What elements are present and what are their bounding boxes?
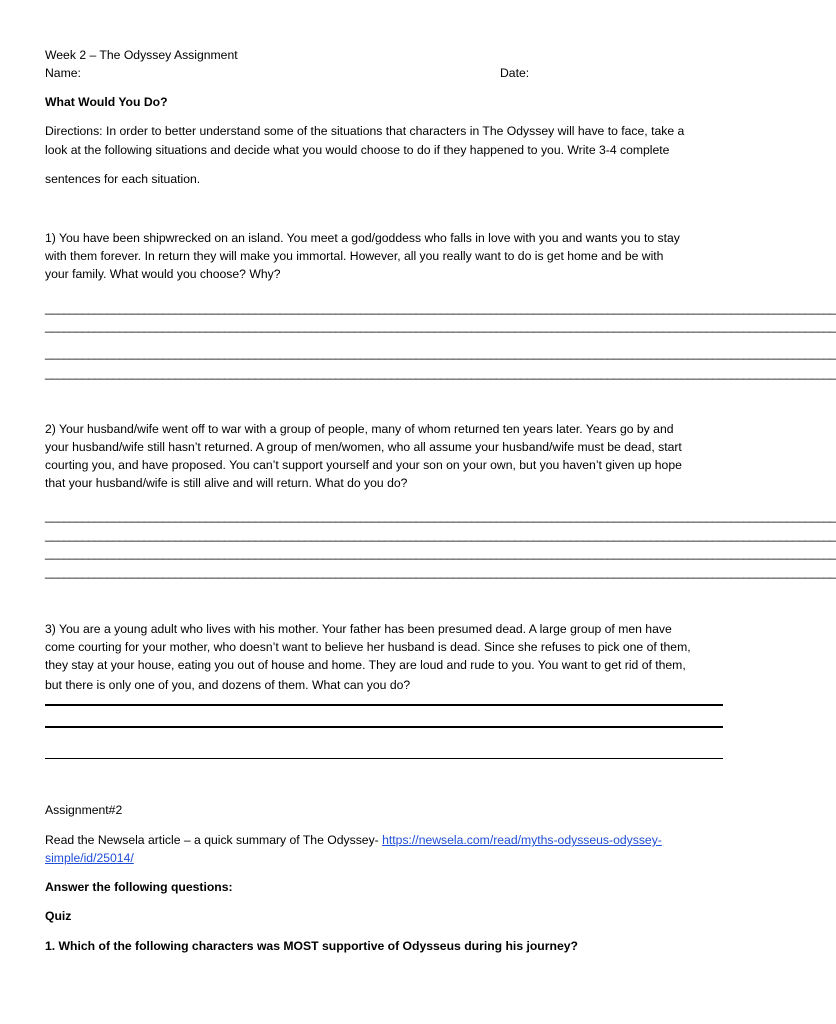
question-3-line-2: come courting for your mother, who doesn’t want to believe her husband is dead. Since she refuses to pick one of them, (45, 640, 691, 654)
question-2-line-1: 2) Your husband/wife went off to war with a group of people, many of whom returned ten years later. Years go by and (45, 422, 674, 436)
question-2-line-3: courting you, and have proposed. You can’t support yourself and your son on your own, but you haven’t given up hope (45, 458, 682, 472)
question-3-line-4: but there is only one of you, and dozens of them. What can you do? (45, 678, 411, 692)
answer-prompt: Answer the following questions: (45, 880, 233, 894)
question-1-line-3: your family. What would you choose? Why? (45, 267, 281, 281)
newsela-link-continued[interactable]: simple/id/25014/ (45, 851, 134, 865)
directions-line-1: Directions: In order to better understand some of the situations that characters in The Odyssey will have to face, take a (45, 124, 685, 138)
answer-line[interactable]: ________________________________________________________________________________________________________________________________ (45, 319, 836, 333)
answer-line[interactable]: ________________________________________________________________________________________________________________________________ (45, 565, 836, 579)
question-1-line-1: 1) You have been shipwrecked on an island. You meet a god/goddess who falls in love with you and wants you to stay (45, 231, 680, 245)
assignment-title: Week 2 – The Odyssey Assignment (45, 48, 238, 62)
answer-line[interactable]: ________________________________________________________________________________________________________________________________ (45, 346, 836, 360)
answer-line[interactable] (45, 726, 723, 728)
question-1-line-2: with them forever. In return they will make you immortal. However, all you really want to do is get home and be with (45, 249, 664, 263)
question-2-line-4: that your husband/wife is still alive and will return. What do you do? (45, 476, 408, 490)
question-3-line-3: they stay at your house, eating you out of house and home. They are loud and rude to you. You want to get rid of them, (45, 658, 686, 672)
directions-line-3: sentences for each situation. (45, 172, 201, 186)
answer-line[interactable]: ________________________________________________________________________________________________________________________________ (45, 546, 836, 560)
read-text: Read the Newsela article – a quick summary of The Odyssey- (45, 833, 383, 847)
question-2-line-2: your husband/wife still hasn’t returned. A group of men/women, who all assume your husband/wife must be dead, start (45, 440, 682, 454)
question-3-line-1: 3) You are a young adult who lives with his mother. Your father has been presumed dead. A large group of men have (45, 622, 672, 636)
quiz-label: Quiz (45, 909, 72, 923)
directions-line-2: look at the following situations and decide what you would choose to do if they happened to you. Write 3-4 complete (45, 143, 670, 157)
section-heading: What Would You Do? (45, 95, 168, 109)
assignment-2-label: Assignment#2 (45, 803, 123, 817)
name-label: Name: (45, 66, 81, 80)
answer-line[interactable]: ________________________________________________________________________________________________________________________________ (45, 366, 836, 380)
quiz-question-1: 1. Which of the following characters was MOST supportive of Odysseus during his journey? (45, 939, 578, 953)
date-label: Date: (500, 66, 530, 80)
newsela-link[interactable]: https://newsela.com/read/myths-odysseus-odyssey- (382, 833, 662, 847)
answer-line[interactable]: ________________________________________________________________________________________________________________________________ (45, 528, 836, 542)
answer-line[interactable] (45, 704, 723, 706)
answer-line[interactable]: ________________________________________________________________________________________________________________________________ (45, 509, 836, 523)
answer-line[interactable] (45, 758, 723, 759)
answer-line[interactable]: ________________________________________________________________________________________________________________________________ (45, 301, 836, 315)
read-instruction (45, 831, 662, 850)
